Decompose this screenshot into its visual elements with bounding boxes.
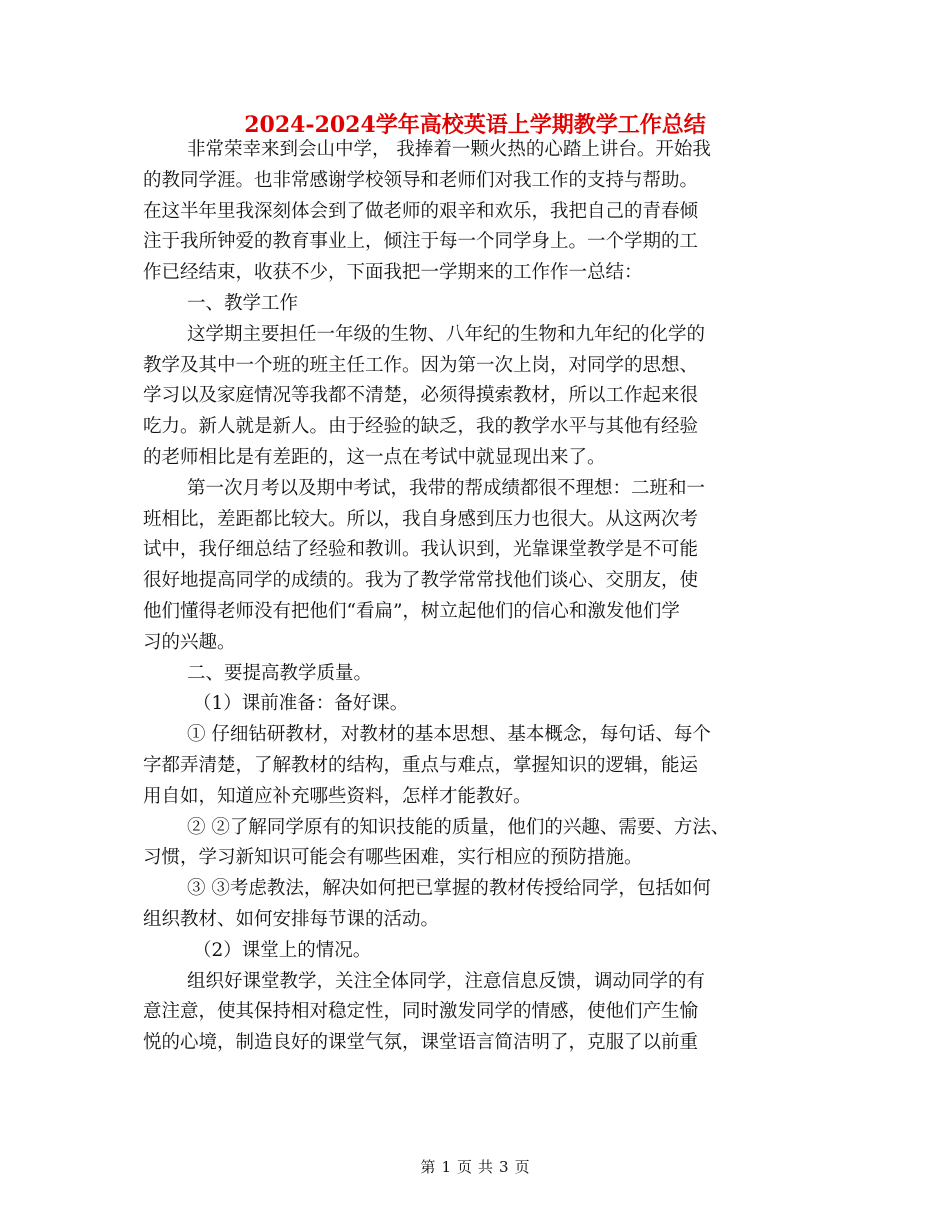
paragraph-line: ③ ③考虑教法，解决如何把已掌握的教材传授给同学，包括如何	[187, 878, 711, 900]
paragraph-line: 试中，我仔细总结了经验和教训。我认识到，光靠课堂教学是不可能	[143, 539, 699, 561]
paragraph-line: 的教同学涯。也非常感谢学校领导和老师们对我工作的支持与帮助。	[143, 169, 699, 191]
footer-prefix: 第	[420, 1158, 436, 1176]
paragraph-line: 悦的心境，制造良好的课堂气氛，课堂语言简洁明了，克服了以前重	[143, 1032, 699, 1054]
paragraph-line: 在这半年里我深刻体会到了做老师的艰辛和欢乐，我把自己的青春倾	[143, 200, 699, 222]
paragraph-line: ① 仔细钻研教材，对教材的基本思想、基本概念，每句话、每个	[187, 724, 711, 746]
paragraph-line: 第一次月考以及期中考试，我带的帮成绩都很不理想：二班和一	[187, 477, 706, 499]
paragraph-line: 他们懂得老师没有把他们“看扁”，树立起他们的信心和激发他们学	[143, 600, 680, 622]
paragraph-line: 习的兴趣。	[143, 631, 236, 653]
paragraph-line: （1）课前准备：备好课。	[193, 693, 409, 715]
paragraph-line: （2）课堂上的情况。	[193, 939, 372, 961]
footer-total-pages: 3	[499, 1158, 509, 1176]
paragraph-line: 组织教材、如何安排每节课的活动。	[143, 908, 440, 930]
paragraph-line: 这学期主要担任一年级的生物、八年纪的生物和九年纪的化学的	[187, 323, 706, 345]
paragraph-line: 作已经结束，收获不少，下面我把一学期来的工作作一总结：	[143, 262, 643, 284]
paragraph-line: 教学及其中一个班的班主任工作。因为第一次上岗，对同学的思想、	[143, 354, 699, 376]
footer-total-label: 共	[478, 1158, 494, 1176]
footer-page-number: 1	[441, 1158, 451, 1176]
paragraph-line: 非常荣幸来到会山中学， 我捧着一颗火热的心踏上讲台。开始我	[187, 139, 711, 160]
paragraph-line: 很好地提高同学的成绩的。我为了教学常常找他们谈心、交朋友，使	[143, 570, 699, 592]
paragraph-line: 注于我所钟爱的教育事业上，倾注于每一个同学身上。一个学期的工	[143, 231, 699, 253]
paragraph-line: 学习以及家庭情况等我都不清楚，必须得摸索教材，所以工作起来很	[143, 385, 699, 407]
document-title: 2024-2024学年高校英语上学期教学工作总结	[244, 112, 706, 138]
paragraph-line: 吃力。新人就是新人。由于经验的缺乏，我的教学水平与其他有经验	[143, 416, 699, 438]
paragraph-line: 的老师相比是有差距的，这一点在考试中就显现出来了。	[143, 446, 606, 468]
paragraph-line: 班相比，差距都比较大。所以，我自身感到压力也很大。从这两次考	[143, 508, 699, 530]
paragraph-line: 二、要提高教学质量。	[187, 662, 373, 684]
paragraph-line: 字都弄清楚，了解教材的结构，重点与难点，掌握知识的逻辑，能运	[143, 754, 699, 776]
document-body	[143, 135, 833, 1059]
footer-suffix: 页	[514, 1158, 530, 1176]
footer-page-label: 页	[456, 1158, 472, 1176]
paragraph-line: 习惯，学习新知识可能会有哪些困难，实行相应的预防措施。	[143, 847, 643, 869]
paragraph-line: 组织好课堂教学，关注全体同学，注意信息反馈，调动同学的有	[187, 970, 706, 992]
paragraph-line: 用自如，知道应补充哪些资料，怎样才能教好。	[143, 785, 532, 807]
page-footer	[0, 1156, 950, 1177]
paragraph-line: 意注意，使其保持相对稳定性，同时激发同学的情感，使他们产生愉	[143, 1001, 699, 1023]
paragraph-line: 一、教学工作	[187, 292, 299, 314]
paragraph-line: ② ②了解同学原有的知识技能的质量，他们的兴趣、需要、方法、	[187, 816, 730, 838]
